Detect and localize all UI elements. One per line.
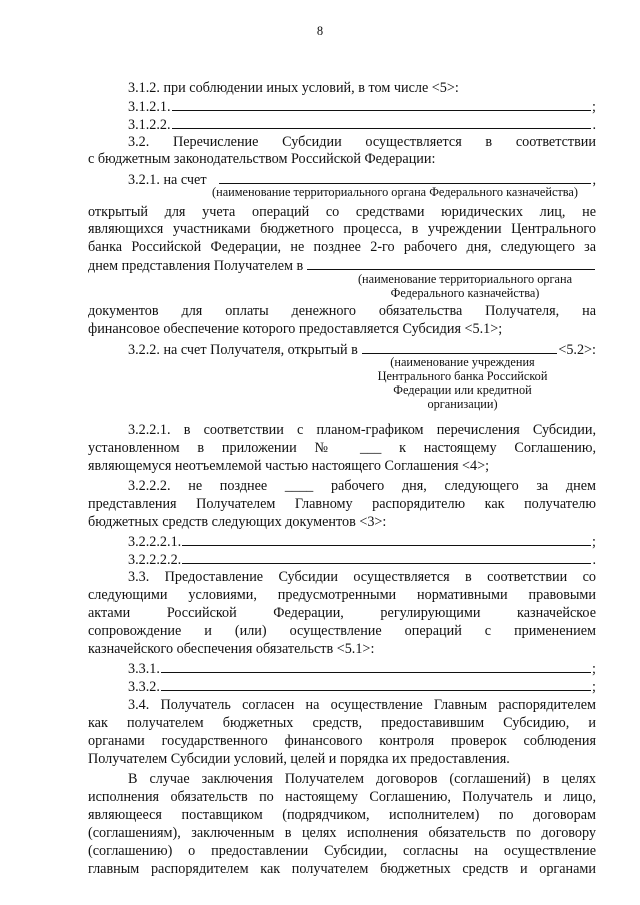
blank-line [172,116,592,129]
text-line: представления Получателем Главному распорядителю как получателю [88,496,596,512]
clause-3-1-2: 3.1.2. при соблюдении иных условий, в том числе <5>: [128,80,459,96]
footnote-ref: <5.2>: [558,342,596,358]
clause-3-2-2-2: 3.2.2.2. не позднее ____ рабочего дня, следующего за днем [128,478,596,494]
clause-3-3-1 [128,660,596,678]
caption-bank-line3: Федерации или кредитной [393,383,532,397]
clause-3-3: 3.3. Предоставление Субсидии осуществляется в соответствии со [128,569,596,585]
blank-line [161,660,591,673]
text-line: органами государственного финансового контроля проверок соблюдения [88,733,596,749]
blank-line [172,98,591,111]
clause-3-1-2-2 [128,116,596,134]
caption-treasury-organ-line2: Федерального казначейства) [390,286,540,300]
text-line: исполнения обязательств по настоящему Соглашению, Получатель и лицо, [88,789,596,805]
clause-number: 3.1.2.2. [128,117,171,133]
blank-line [219,171,592,184]
punct: ; [592,534,596,550]
text-line: бюджетных средств следующих документов <3>: [88,514,387,530]
caption-treasury-organ: (наименование территориального органа Федерального казначейства) [212,185,578,199]
text-line: актами Российской Федерации, регулирующими казначейское [88,605,596,621]
text-line: открытый для учета операций со средствами юридических лиц, не [88,204,596,220]
text-line: следующими условиями, предусмотренными нормативными правовыми [88,587,596,603]
text-line: Получателем Субсидии условий, целей и порядка их предоставления. [88,751,510,767]
caption-treasury-organ-line1: (наименование территориального органа [357,272,573,286]
clause-3-2-2-2-2 [128,551,596,569]
text-line: главным распорядителем как получателем бюджетных средств и органами [88,861,596,877]
clause-number: 3.2.2.2.2. [128,552,182,568]
caption-bank-line1: (наименование учреждения [390,355,535,369]
punct: ; [592,99,596,115]
paragraph-contracts: В случае заключения Получателем договоров (соглашений) в целях [128,771,596,787]
clause-3-3-2 [128,678,596,696]
clause-3-1-2-1 [128,98,596,116]
text-line: с бюджетным законодательством Российской Федерации: [88,151,436,167]
text-line: документов для оплаты денежного обязательства Получателя, на [88,303,596,319]
text-line: финансовое обеспечение которого предоставляется Субсидия <5.1>; [88,321,503,337]
clause-number: 3.2.1. на счет [128,172,207,188]
blank-line [182,533,591,546]
text-line: (соглашениям), заключенным в целях исполнения обязательств по договору [88,825,596,841]
text-fragment: 3.2.2. на счет Получателя, открытый в [128,342,358,358]
blank-line [307,257,595,270]
text-fragment: днем представления Получателем в [88,258,304,274]
blank-line [182,551,591,564]
punct: ; [592,679,596,695]
clause-number: 3.1.2.1. [128,99,171,115]
punct: . [592,552,596,568]
page-number: 8 [316,24,324,38]
text-line: являющееся поставщиком (подрядчиком, исполнителем) по договорам [88,807,596,823]
blank-line [362,341,557,354]
clause-3-4: 3.4. Получатель согласен на осуществление Главным распорядителем [128,697,596,713]
blank-line [161,678,591,691]
text-line: банка Российской Федерации, не позднее 2-го рабочего дня, следующего за [88,239,596,255]
clause-number: 3.2.2.2.1. [128,534,182,550]
text-line: как получателем бюджетных средств, предоставившим Субсидию, и [88,715,596,731]
clause-3-2: 3.2. Перечисление Субсидии осуществляется в соответствии [128,134,596,150]
clause-number: 3.3.2. [128,679,160,695]
clause-3-2-2-1: 3.2.2.1. в соответствии с планом-графиком перечисления Субсидии, [128,422,596,438]
text-line: являющихся участниками бюджетного процесса, в учреждении Центрального [88,221,596,237]
punct: , [592,172,596,188]
caption-bank-line4: организации) [427,397,498,411]
punct: ; [592,661,596,677]
caption-bank-line2: Центрального банка Российской [377,369,548,383]
clause-3-2-2-2-1 [128,533,596,551]
text-line: установленном в приложении № ___ к настоящему Соглашению, [88,440,596,456]
text-line: казначейского обеспечения обязательств <5.1>: [88,641,375,657]
punct: . [592,117,596,133]
clause-number: 3.3.1. [128,661,160,677]
text-line: являющемуся неотъемлемой частью настоящего Соглашения <4>; [88,458,490,474]
text-line: сопровождение и (или) осуществление операций с применением [88,623,596,639]
text-line: (соглашению) о предоставлении Субсидии, согласны на осуществление [88,843,596,859]
